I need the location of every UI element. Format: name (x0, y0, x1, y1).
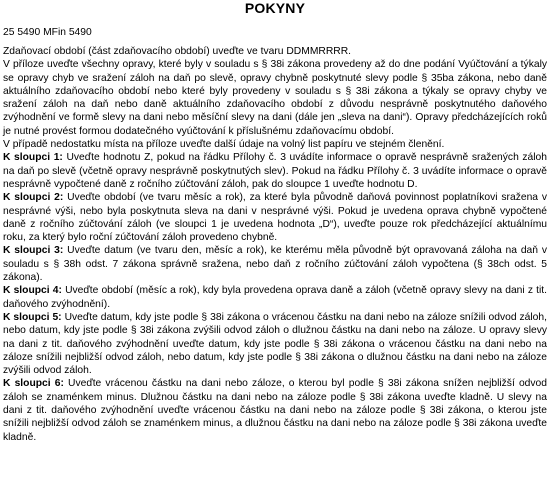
paragraph-column-5 (3, 311, 547, 377)
paragraph-column-3 (3, 244, 547, 284)
paragraph-lead: K sloupci 2: (3, 192, 64, 204)
paragraph-text: Uveďte datum, kdy jste podle § 38i zákona o vrácenou částku na dani nebo na záloze snížili odvod záloh, nebo datum, kdy jste podle § 38i zákona zvýšili odvod záloh o dlužnou částku na dani nebo na záloze. U opravy slevy na dani z tit. daňového zvýhodnění uveďte datum, kdy jste podle § 38i zákona o vrácenou částku na dani nebo na záloze snížili nejbližší odvod záloh, nebo datum, kdy jste podle § 38i zákona o dlužnou částku na dani nebo na záloze zvýšili odvod záloh. (3, 311, 548, 377)
paragraph-text: Uveďte hodnotu Z, pokud na řádku Přílohy č. 3 uvádíte informace o opravě nesprávně sražených záloh na daň po slevě (včetně opravy nesprávně poskytnutých slev). Pokud na řádku Přílohy č. 3 uvádíte informace o opravě nesprávně vypočtené daně z ročního zúčtování záloh, pak do sloupce 1 uveďte hodnotu D. (3, 152, 548, 190)
paragraph-space (3, 138, 547, 151)
paragraph-lead: K sloupci 1: (3, 152, 63, 164)
paragraph-lead: K sloupci 4: (3, 285, 62, 297)
paragraph-corrections (3, 58, 547, 138)
paragraph-lead: K sloupci 3: (3, 245, 64, 257)
paragraph-lead: K sloupci 6: (3, 378, 64, 390)
paragraph-column-2 (3, 191, 547, 244)
paragraph-text: V příloze uveďte všechny opravy, které byly v souladu s § 38i zákona provedeny až do dne podání Vyúčtování a týkaly se opravy chyb ve sražení záloh na daň po slevě, opravy chybně poskytnuté slevy podle § 35ba zákona, nebo daně aktuálního zdaňovacího období nebo které byly provedeny v souladu s § 38i zákona a týkaly se opravy chyby ve sražení záloh na daň nebo daně aktuálního zdaňovacího období z důvodu nesprávně poskytnutého daňového zvýhodnění ve formě slevy na dani nebo měsíční slevy na dani (dále jen „sleva na dani“). Opravy předcházejících roků je nutné provést formou dodatečného vyúčtování k příslušnému zdaňovacímu období. (3, 59, 547, 137)
paragraph-column-4 (3, 284, 547, 311)
paragraph-text: Uveďte období (měsíc a rok), kdy byla provedena oprava daně a záloh (včetně opravy slevy na dani z tit. daňového zvýhodnění). (3, 285, 548, 310)
form-code: 25 5490 MFin 5490 (3, 27, 92, 38)
paragraph-text: Uveďte vrácenou částku na dani nebo záloze, o kterou byl podle § 38i zákona snížen nejbližší odvod záloh se znaménkem minus. Dlužnou částku na dani nebo na záloze podle § 38i zákona uveďte kladně. U slevy na dani z tit. daňového zvýhodnění uveďte vrácenou částku na dani nebo na záloze podle § 38i zákona, o kterou jste snížili nejbližší odvod záloh se znaménkem minus, a dlužnou částku na dani nebo na záloze podle § 38i zákona uveďte kladně. (3, 378, 548, 443)
paragraph-column-6 (3, 377, 547, 443)
instructions-body (3, 45, 547, 444)
paragraph-text: Zdaňovací období (část zdaňovacího období) uveďte ve tvaru DDMMRRRR. (3, 46, 352, 57)
page-title: POKYNY (244, 0, 306, 16)
paragraph-text: V případě nedostatku místa na příloze uveďte další údaje na volný list papíru ve stejném členění. (3, 139, 445, 151)
paragraph-column-1 (3, 151, 547, 191)
paragraph-period-format (3, 45, 547, 58)
paragraph-text: Uveďte období (ve tvaru měsíc a rok), za které byla původně daňová povinnost poplatníkovi sražena v nesprávné výši, nebo byla poskytnuta sleva na dani v nesprávné výši. Pokud je uvedena oprava chybně vypočtené daně z ročního zúčtování záloh (ve sloupci 1 je uvedena hodnota „D“), uveďte pouze rok předcházející aktuálnímu roku, za který bylo roční zúčtování záloh provedeno chybně. (3, 192, 548, 244)
paragraph-lead: K sloupci 5: (3, 311, 62, 323)
paragraph-text: Uveďte datum (ve tvaru den, měsíc a rok), ke kterému měla původně být opravovaná záloha na daň v souladu s § 38h odst. 7 zákona správně sražena, nebo daň z ročního zúčtování záloh vypočtena (§ 38ch odst. 5 zákona). (3, 245, 547, 284)
